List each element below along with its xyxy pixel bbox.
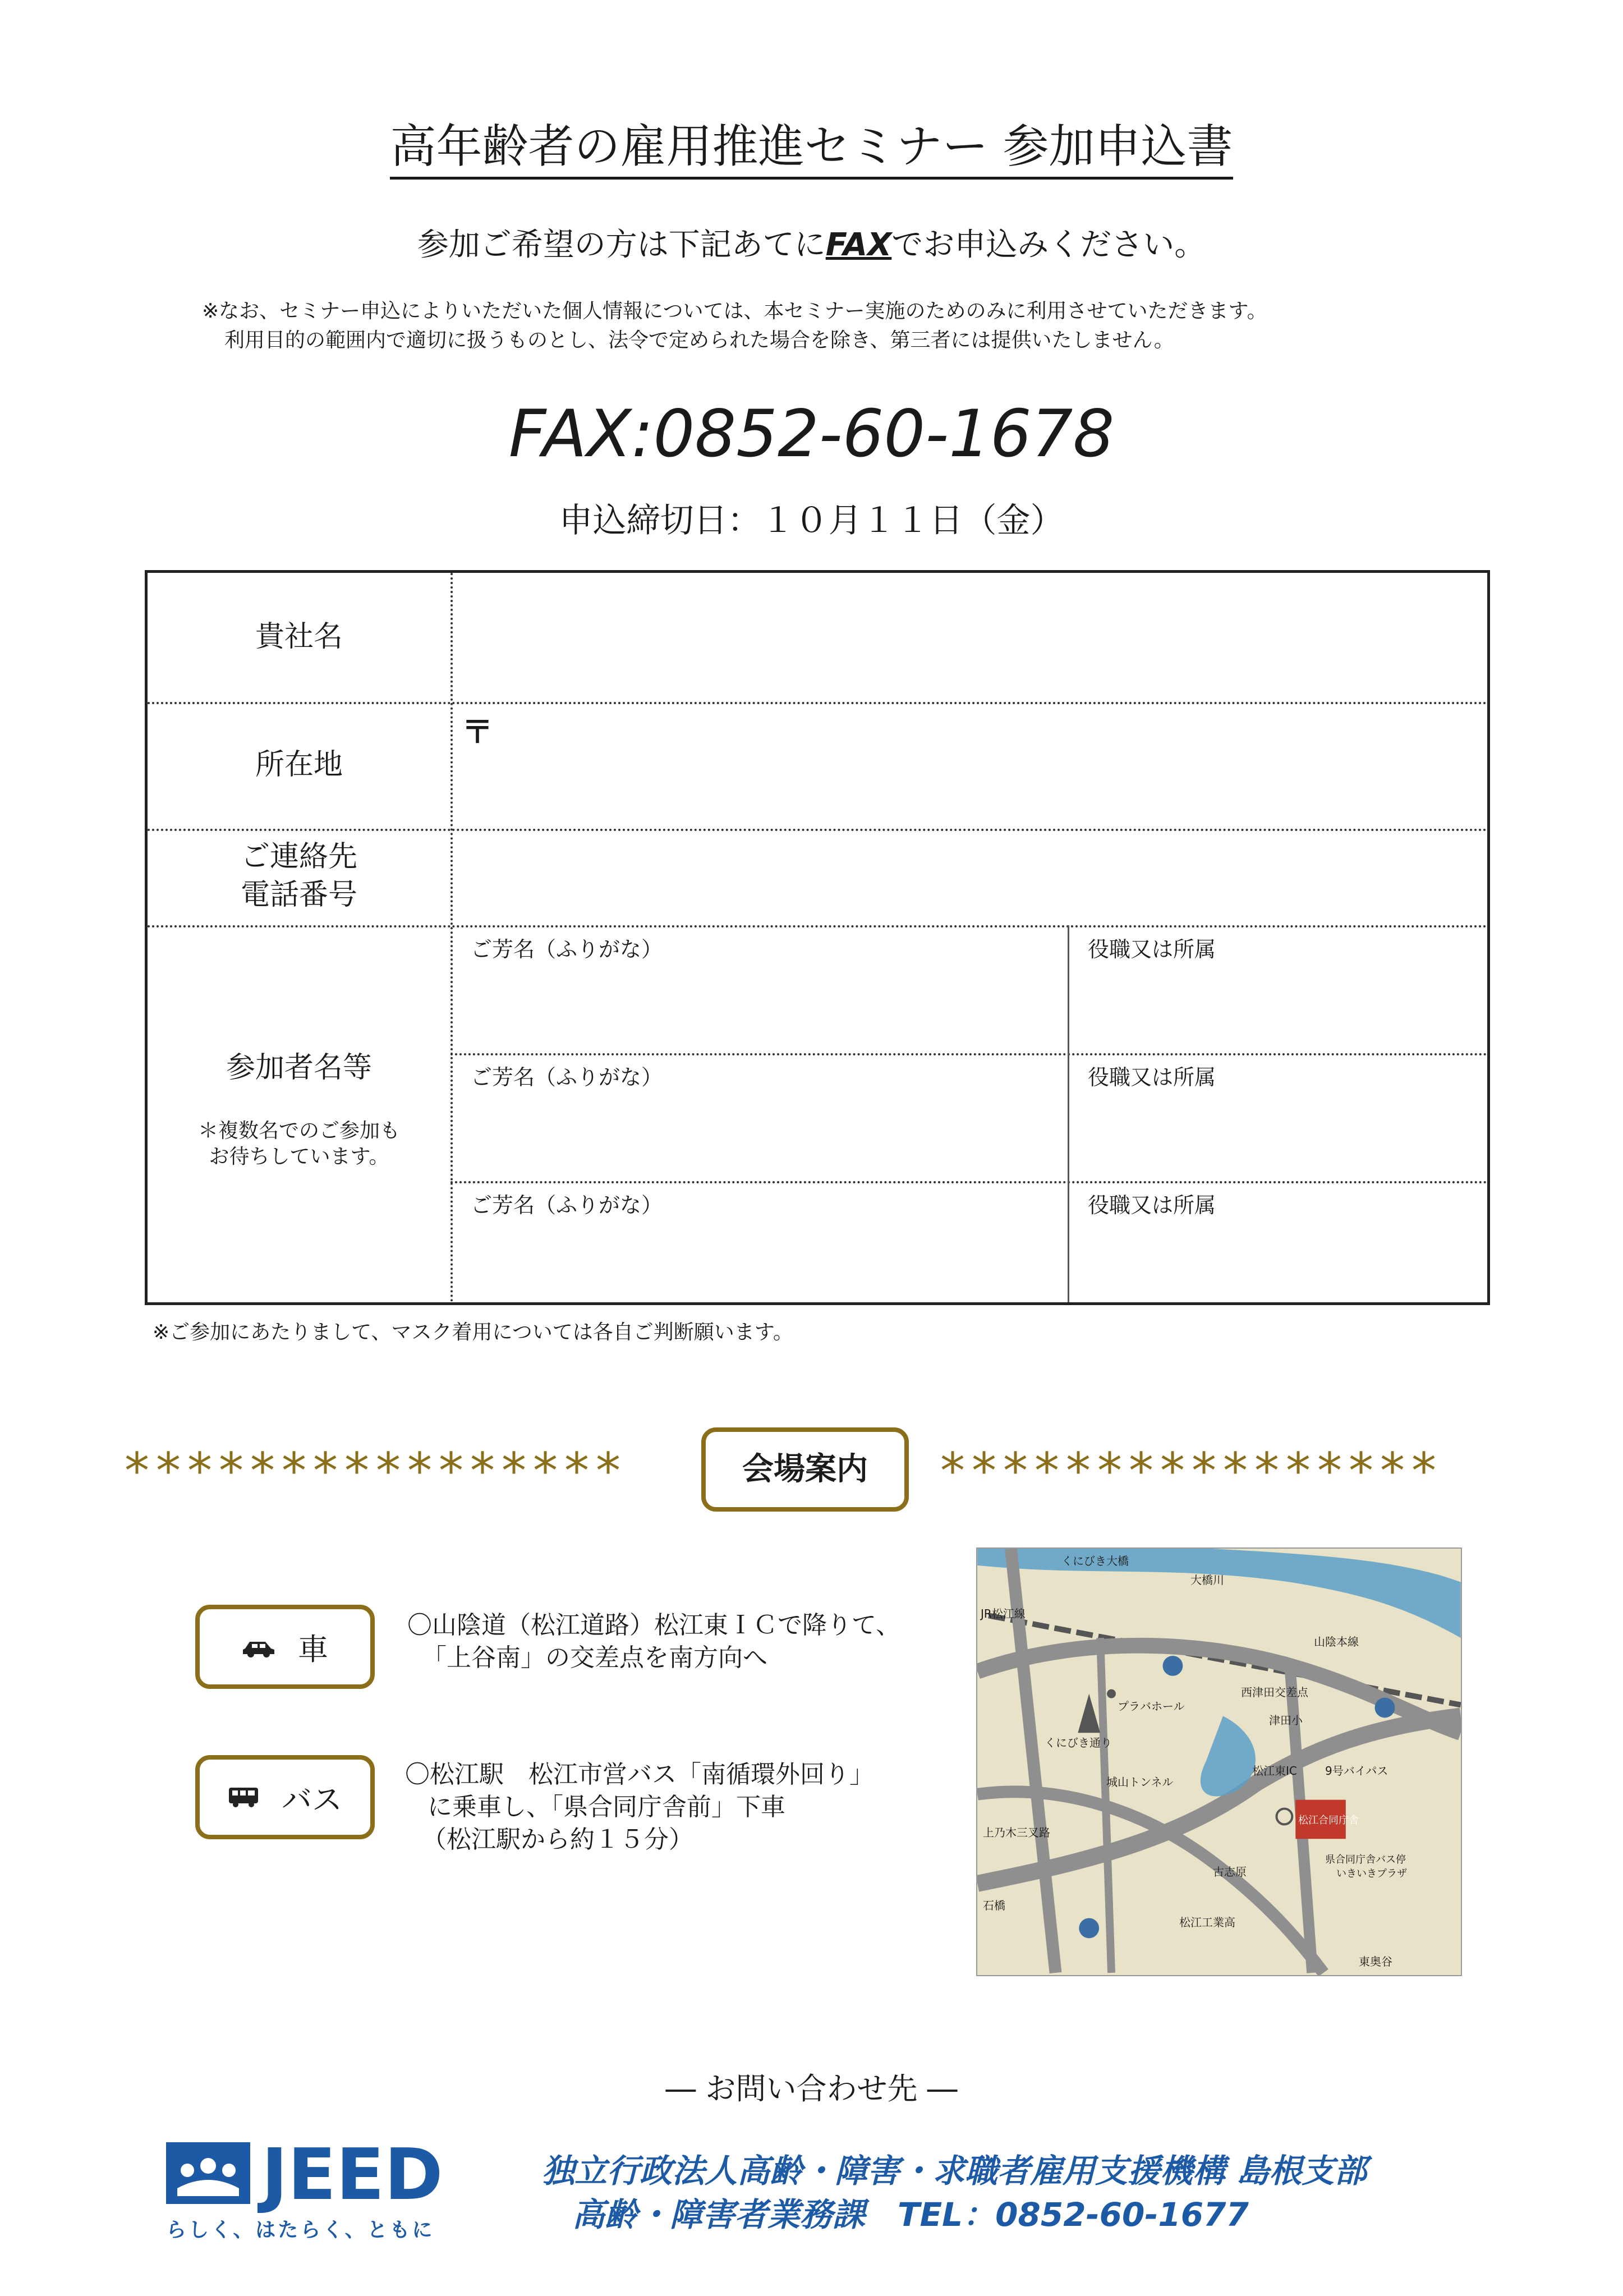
org-name: 独立行政法人高齢・障害・求職者雇用支援機構 島根支部 — [542, 2152, 1367, 2190]
participant-role-label: 役職又は所属 — [1088, 1065, 1216, 1090]
participant-name-label: ご芳名（ふりがな） — [471, 1193, 663, 1218]
title-text: 高年齢者の雇用推進セミナー 参加申込書 — [390, 120, 1233, 180]
subtitle-post: でお申込みください。 — [891, 227, 1206, 263]
postal-mark: 〒 — [462, 714, 493, 751]
car-label: 車 — [298, 1631, 328, 1667]
bus-icon — [228, 1780, 259, 1815]
logo-text: JEED — [261, 2133, 443, 2216]
application-form — [145, 570, 1490, 1305]
map-label: 山陰本線 — [1314, 1635, 1359, 1648]
map-label: 県合同庁舎バス停 — [1325, 1854, 1406, 1866]
map-svg — [977, 1549, 1461, 1975]
bus-label: バス — [282, 1781, 342, 1817]
privacy-notice-1: ※なお、セミナー申込によりいただいた個人情報については、本セミナー実施のためのみに利用させていただきます。 — [202, 300, 1267, 323]
car-icon — [242, 1629, 275, 1665]
map-label: 古志原 — [1213, 1865, 1247, 1879]
map-label: 東奥谷 — [1359, 1955, 1392, 1968]
participant-row-divider — [450, 1181, 1487, 1183]
map-label: 石橋 — [983, 1899, 1005, 1912]
map-label: くにびき大橋 — [1061, 1554, 1129, 1568]
org-dept-tel: 高齢・障害者業務課 TEL：0852-60-1677 — [572, 2196, 1249, 2234]
participant-role-label: 役職又は所属 — [1088, 1193, 1216, 1218]
stars-left: **************** — [125, 1442, 627, 1500]
address-field[interactable] — [455, 704, 1487, 828]
bus-box — [195, 1755, 375, 1839]
car-directions-2: 「上谷南」の交差点を南方向へ — [422, 1643, 767, 1672]
map-label: 西津田交差点 — [1241, 1686, 1308, 1699]
map-label: 松江東IC — [1252, 1764, 1297, 1778]
map-label: くにびき通り — [1045, 1736, 1112, 1749]
participant-row-divider — [450, 1053, 1487, 1055]
privacy-notice-2: 利用目的の範囲内で適切に扱うものとし、法令で定められた場合を除き、第三者には提供いたしません。 — [224, 329, 1174, 352]
stars-right: **************** — [940, 1442, 1443, 1500]
venue-heading: 会場案内 — [701, 1427, 909, 1512]
map-label: いきいきプラザ — [1336, 1868, 1407, 1880]
map-label: 城山トンネル — [1106, 1775, 1174, 1789]
venue-map — [976, 1547, 1462, 1976]
jeed-logo — [166, 2133, 486, 2247]
contact-heading: ― お問い合わせ先 ― — [665, 2071, 958, 2106]
subtitle-pre: 参加ご希望の方は下記あてに — [417, 227, 826, 263]
participants-label: 参加者名等 — [226, 1051, 372, 1085]
map-label: 津田小 — [1269, 1714, 1303, 1727]
page-title — [0, 110, 1623, 176]
subtitle — [0, 220, 1623, 265]
participant-role-label: 役職又は所属 — [1088, 937, 1216, 962]
contact-label-2: 電話番号 — [240, 878, 357, 912]
logo-tagline: らしく、はたらく、ともに — [166, 2219, 435, 2242]
address-label: 所在地 — [255, 748, 343, 782]
subtitle-fax: FAX — [825, 227, 892, 263]
company-label: 貴社名 — [255, 620, 343, 654]
contact-label-1: ご連絡先 — [240, 840, 357, 874]
mask-note: ※ご参加にあたりまして、マスク着用については各自ご判断願います。 — [153, 1321, 793, 1344]
map-label: 大橋川 — [1190, 1573, 1224, 1587]
participant-column-divider — [1068, 925, 1069, 1302]
column-divider — [450, 573, 453, 1302]
bus-directions-2: に乗車し、「県合同庁舎前」下車 — [427, 1793, 785, 1821]
map-target-label: 松江合同庁舎 — [1298, 1815, 1359, 1826]
car-directions-1: 〇山陰道（松江道路）松江東ＩＣで降りて、 — [407, 1611, 901, 1640]
map-label: 9号バイパス — [1325, 1764, 1388, 1778]
row-divider — [148, 925, 1487, 927]
map-label: プラバホール — [1118, 1700, 1185, 1713]
bus-directions-1: 〇松江駅 松江市営バス「南循環外回り」 — [405, 1760, 874, 1789]
map-label: 上乃木三叉路 — [983, 1826, 1050, 1839]
participant-name-label: ご芳名（ふりがな） — [471, 937, 663, 962]
participant-name-label: ご芳名（ふりがな） — [471, 1065, 663, 1090]
bus-directions-3: （松江駅から約１５分） — [422, 1825, 693, 1854]
map-label: 松江工業高 — [1179, 1916, 1235, 1929]
phone-field[interactable] — [455, 831, 1487, 924]
deadline: 申込締切日：１０月１１日（金） — [559, 501, 1064, 540]
map-label: JR松江線 — [981, 1607, 1026, 1620]
participants-note-2: お待ちしています。 — [209, 1145, 389, 1168]
car-box — [195, 1605, 375, 1689]
fax-number: FAX:0852-60-1678 — [508, 396, 1115, 472]
company-field[interactable] — [455, 573, 1487, 701]
participants-note-1: ＊複数名でのご参加も — [197, 1119, 400, 1142]
